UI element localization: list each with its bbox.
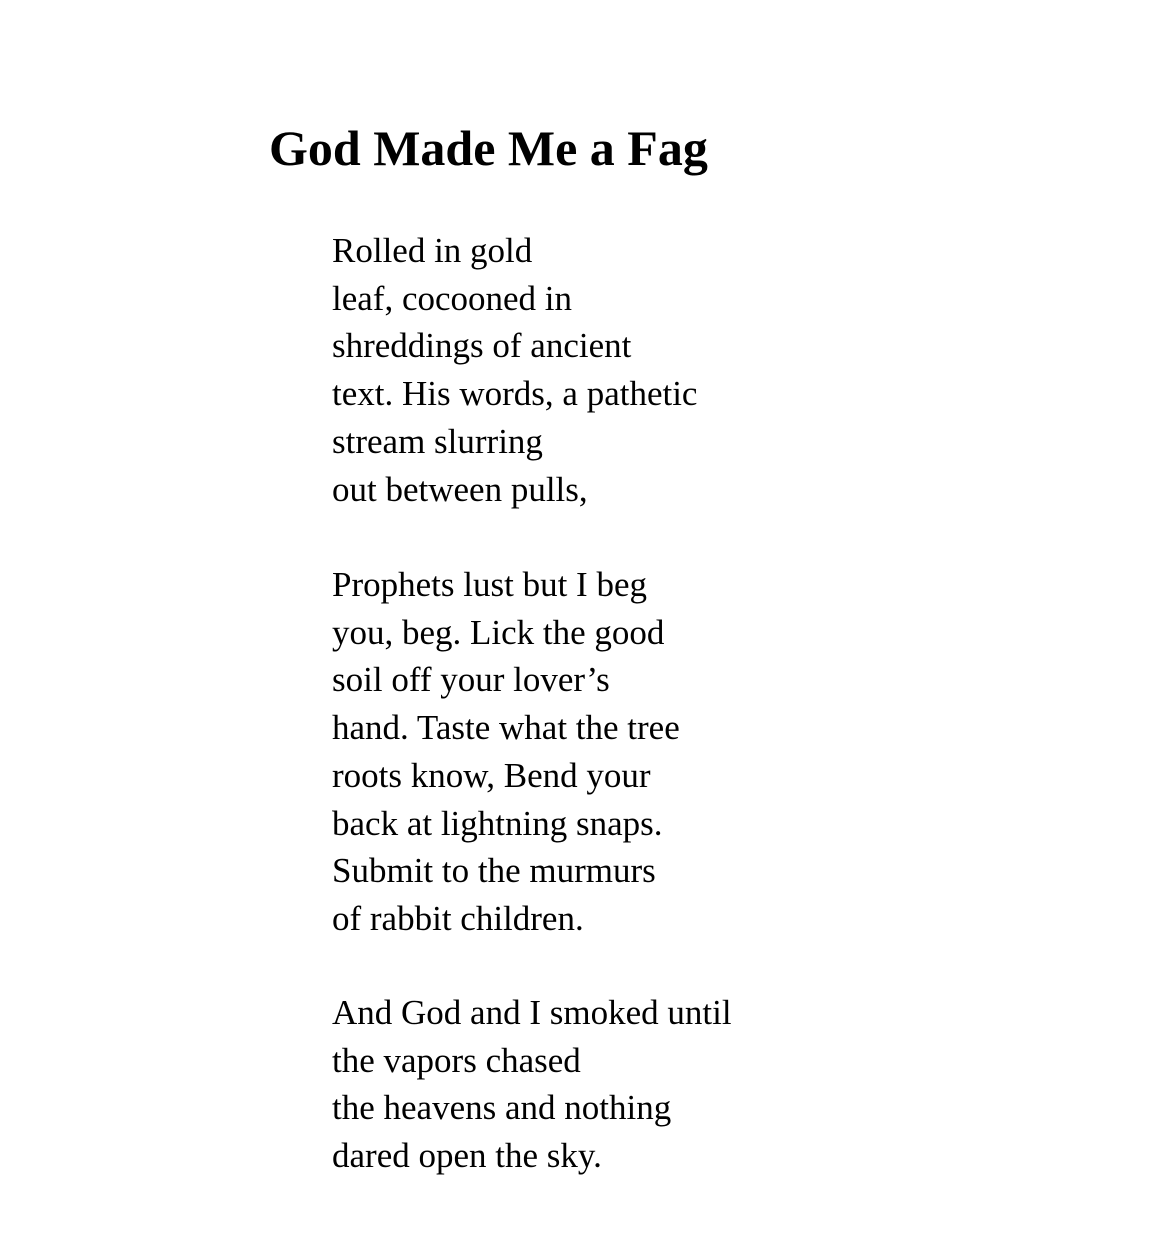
poem-line: And God and I smoked until: [332, 993, 732, 1032]
stanza-2: [332, 561, 680, 943]
poem-line: hand. Taste what the tree: [332, 708, 680, 748]
poem-line: Rolled in gold: [332, 231, 533, 270]
poem-line: back at lightning snaps.: [332, 803, 663, 843]
poem-line: out between pulls,: [332, 469, 588, 509]
poem-line: the vapors chased: [332, 1040, 581, 1080]
poem-line: stream slurring: [332, 421, 543, 461]
poem-line: roots know, Bend your: [332, 755, 651, 795]
poem-line: Prophets lust but I beg: [332, 565, 647, 604]
poem-line: leaf, cocooned in: [332, 278, 573, 318]
poem-line: soil off your lover’s: [332, 660, 610, 700]
stanza-1: [332, 227, 697, 513]
poem-line: you, beg. Lick the good: [332, 612, 665, 652]
poem-line: Submit to the murmurs: [332, 851, 656, 891]
poem-title: God Made Me a Fag: [269, 120, 708, 176]
poem-line: shreddings of ancient: [332, 326, 632, 366]
poem-line: of rabbit children.: [332, 898, 584, 938]
poem-line: dared open the sky.: [332, 1136, 602, 1176]
poem-line: the heavens and nothing: [332, 1088, 672, 1128]
poem-line: text. His words, a pathetic: [332, 374, 698, 414]
stanza-3: [332, 989, 732, 1180]
